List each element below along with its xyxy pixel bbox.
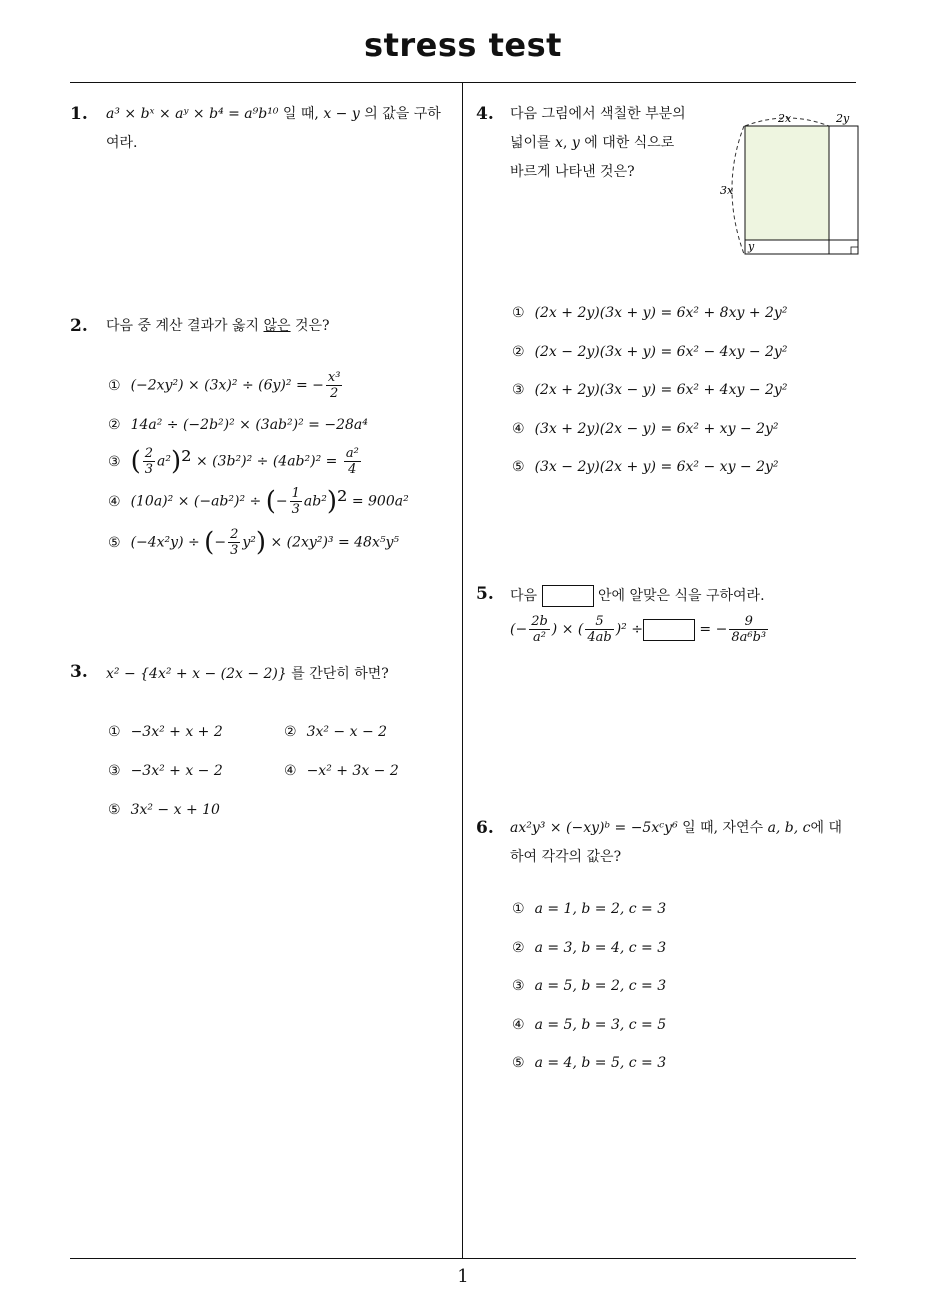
option-5[interactable]: ⑤ (3x − 2y)(2x + y) = 6x² − xy − 2y²: [512, 459, 779, 475]
label-bottom: y: [748, 240, 755, 253]
label-top: 2x: [778, 112, 792, 125]
option-4[interactable]: ④ a = 5, b = 3, c = 5: [512, 1017, 667, 1033]
column-divider: [462, 83, 463, 1259]
equation: (− $\frac{2b}{\text{a²}}$ ) × ( $\frac{5}{4ab}$ )² ÷ = − $\frac{9}{\text{8a⁶b³}}$: [510, 614, 767, 645]
option-4[interactable]: ④ (10a)² × (−ab²)² ÷ (− $\frac{1}{3}$ ab²)² = 900a²: [108, 486, 409, 517]
question-text: 다음 중 계산 결과가 옳지 않은 것은?: [106, 318, 330, 334]
option-5[interactable]: ⑤ a = 4, b = 5, c = 3: [512, 1055, 667, 1071]
option-5[interactable]: ⑤ (−4x²y) ÷ (− $\frac{2}{3}$ y²) × (2xy²)³ = 48x⁵y⁵: [108, 527, 399, 558]
option-1[interactable]: ① (2x + 2y)(3x + y) = 6x² + 8xy + 2y²: [512, 305, 788, 321]
answer-blank-box[interactable]: [643, 619, 695, 641]
label-top-right: 2y: [836, 112, 850, 125]
option-4[interactable]: ④ (3x + 2y)(2x − y) = 6x² + xy − 2y²: [512, 421, 779, 437]
question-text: a³ × bˣ × aʸ × b⁴ = a⁹b¹⁰ 일 때, x − y 의 값을 구하 여라.: [106, 106, 441, 151]
right-angle-mark: [851, 247, 858, 254]
option-3[interactable]: ③ a = 5, b = 2, c = 3: [512, 978, 667, 994]
question-number: 4.: [476, 104, 494, 124]
option-3[interactable]: ③ (2x + 2y)(3x − y) = 6x² + 4xy − 2y²: [512, 382, 788, 398]
question-text: 다음 그림에서 색칠한 부분의 넓이를 x, y 에 대한 식으로 바르게 나타낸 것은?: [510, 106, 686, 180]
option-3[interactable]: ③ −3x² + x − 2: [108, 763, 223, 779]
page-title: stress test: [364, 26, 562, 64]
option-1[interactable]: ① −3x² + x + 2: [108, 724, 223, 740]
question-number: 1.: [70, 104, 88, 124]
footer-rule: [70, 1258, 856, 1259]
option-4[interactable]: ④ −x² + 3x − 2: [284, 763, 399, 779]
option-5[interactable]: ⑤ 3x² − x + 10: [108, 802, 220, 818]
question-number: 3.: [70, 662, 88, 682]
shaded-region: [745, 126, 829, 240]
option-1[interactable]: ① a = 1, b = 2, c = 3: [512, 901, 667, 917]
question-text: ax²y³ × (−xy)ᵇ = −5xᶜy⁶ 일 때, 자연수 a, b, c에 대 하여 각각의 값은?: [510, 820, 843, 865]
page-number: 1: [457, 1266, 469, 1287]
question-number: 2.: [70, 316, 88, 336]
answer-blank-box[interactable]: [542, 585, 594, 607]
label-left: 3x: [720, 184, 734, 197]
question-text: x² − {4x² + x − (2x − 2)} 를 간단히 하면?: [106, 666, 389, 682]
option-3[interactable]: ③ ( $\frac{2}{3}$ a²)² × (3b²)² ÷ (4ab²)² = $\frac{\text{a²}}{4}$: [108, 446, 359, 477]
question-text: 다음 안에 알맞은 식을 구하여라.: [510, 582, 765, 611]
question-number: 5.: [476, 584, 494, 604]
header-rule: [70, 82, 856, 83]
option-2[interactable]: ② 3x² − x − 2: [284, 724, 388, 740]
option-2[interactable]: ② (2x − 2y)(3x + y) = 6x² − 4xy − 2y²: [512, 344, 788, 360]
option-2[interactable]: ② a = 3, b = 4, c = 3: [512, 940, 667, 956]
option-1[interactable]: ① (−2xy²) × (3x)² ÷ (6y)² = − $\frac{\text{x³}}{2}$: [108, 370, 341, 401]
area-figure: [712, 108, 864, 260]
brace-left: [732, 126, 744, 254]
option-2[interactable]: ② 14a² ÷ (−2b²)² × (3ab²)² = −28a⁴: [108, 417, 368, 433]
question-number: 6.: [476, 818, 494, 838]
